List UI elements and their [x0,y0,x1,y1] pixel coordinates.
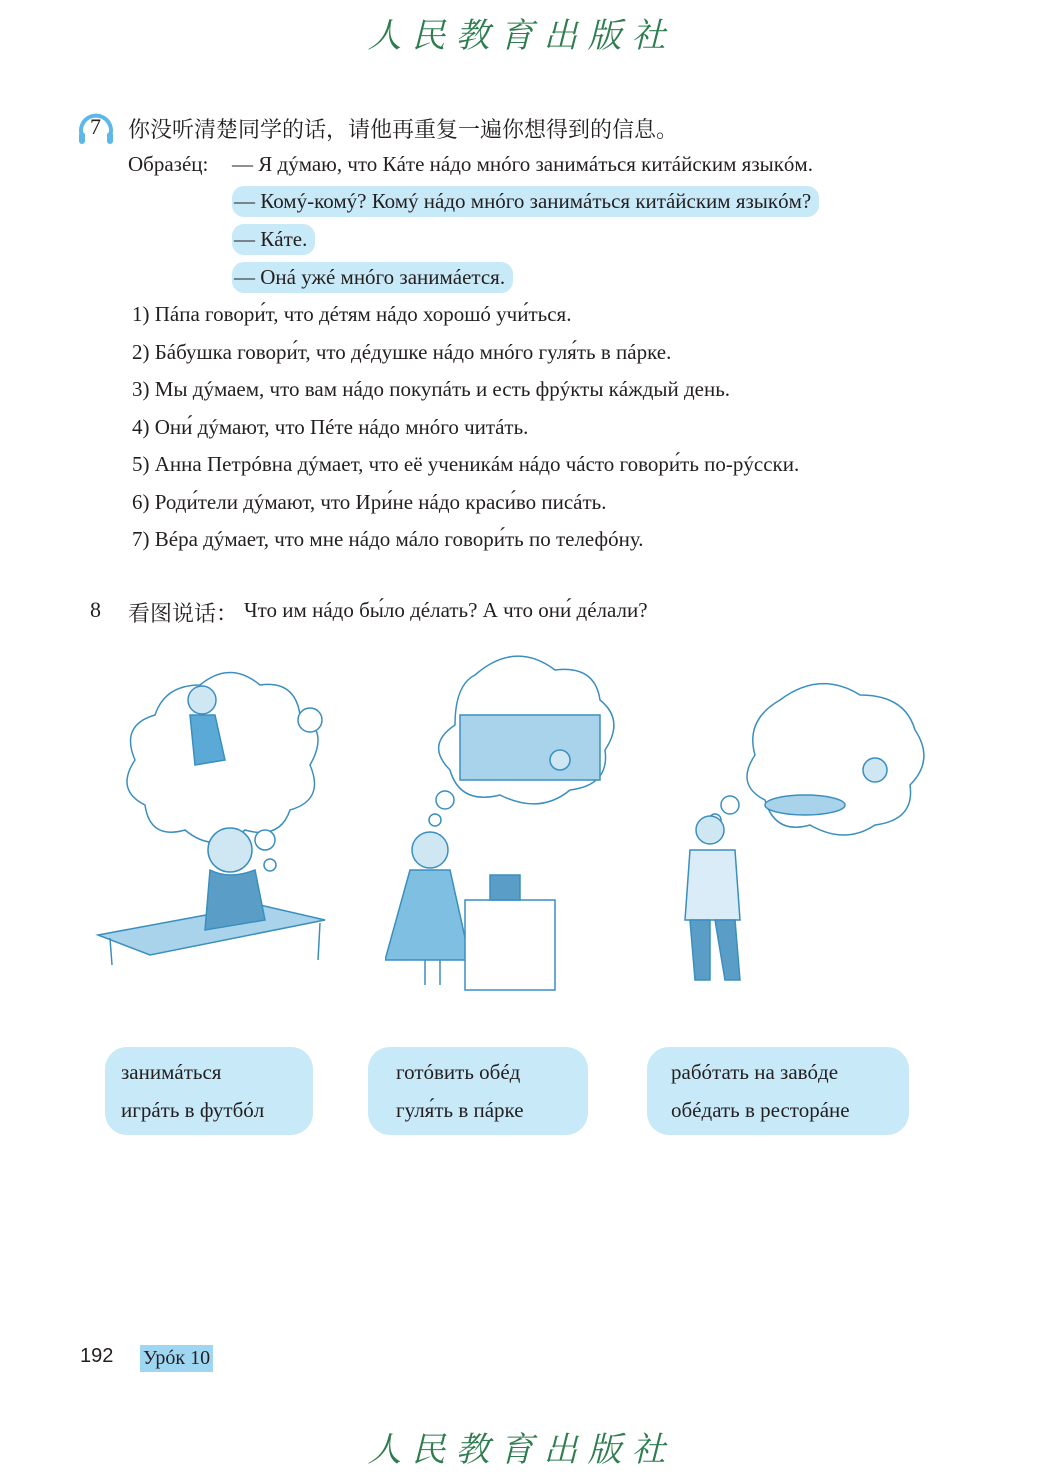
exercise-8-task-ru: Что им нáдо бы́ло дéлать? А что они́ дéлали? [244,598,648,622]
exercise-item: 6) Роди́тели дýмают, что Ири́не нáдо краси́во писáть. [132,490,607,514]
phrase: гуля́ть в пáрке [396,1098,524,1122]
publisher-logo-top: 人民教育出版社 [367,16,676,56]
page-number: 192 [80,1345,114,1367]
exercise-item: 7) Вéра дýмает, что мне нáдо мáло говори́ть по телефóну. [132,527,644,551]
exercise-item: 4) Они́ дýмают, что Пéте нáдо мнóго читáть. [132,415,529,439]
lesson-label: Урóк 10 [140,1345,213,1372]
sample-label: Образéц: [128,152,209,176]
phrase-box-1 [105,1047,313,1135]
dialogue-line: — Я дýмаю, что Кáте нáдо мнóго занимáться китáйским языкóм. [232,152,813,176]
exercise-8-number: 8 [90,597,101,622]
phrase: готóвить обéд [396,1060,521,1084]
exercise-7-task: 你没听清楚同学的话，请他再重复一遍你想得到的信息。 [128,117,679,142]
worker-dreaming-restaurant-illustration [660,680,930,990]
publisher-logo-bottom: 人民教育出版社 [367,1430,676,1470]
exercise-item: 2) Бáбушка говори́т, что дéдушке нáдо мнóго гуля́ть в пáрке. [132,340,672,364]
dialogue-line-highlighted: — Онá ужé мнóго занимáется. [232,262,513,293]
phrase: игрáть в футбóл [121,1098,265,1122]
exercise-item: 5) Анна Петрóвна дýмает, что её ученикáм нáдо чáсто говори́ть по-рýсски. [132,452,800,476]
boy-studying-dreaming-football-illustration [90,665,350,995]
phrase: обéдать в ресторáне [671,1098,850,1122]
phrase-box-3 [647,1047,909,1135]
woman-cooking-dreaming-park-illustration [385,645,635,995]
phrase-box-2 [368,1047,588,1135]
exercise-item: 3) Мы дýмаем, что вам нáдо покупáть и есть фрýкты кáждый день. [132,377,731,401]
exercise-7-number: 7 [90,114,101,139]
phrase: занимáться [121,1060,222,1084]
exercise-item: 1) Пáпа говори́т, что дéтям нáдо хорошó учи́ться. [132,302,572,326]
dialogue-line-highlighted: — Кáте. [232,224,315,255]
phrase: рабóтать на завóде [671,1060,839,1084]
exercise-8-task-cn: 看图说话： [128,601,239,626]
dialogue-line-highlighted: — Комý-комý? Комý нáдо мнóго занимáться китáйским языкóм? [232,186,819,217]
